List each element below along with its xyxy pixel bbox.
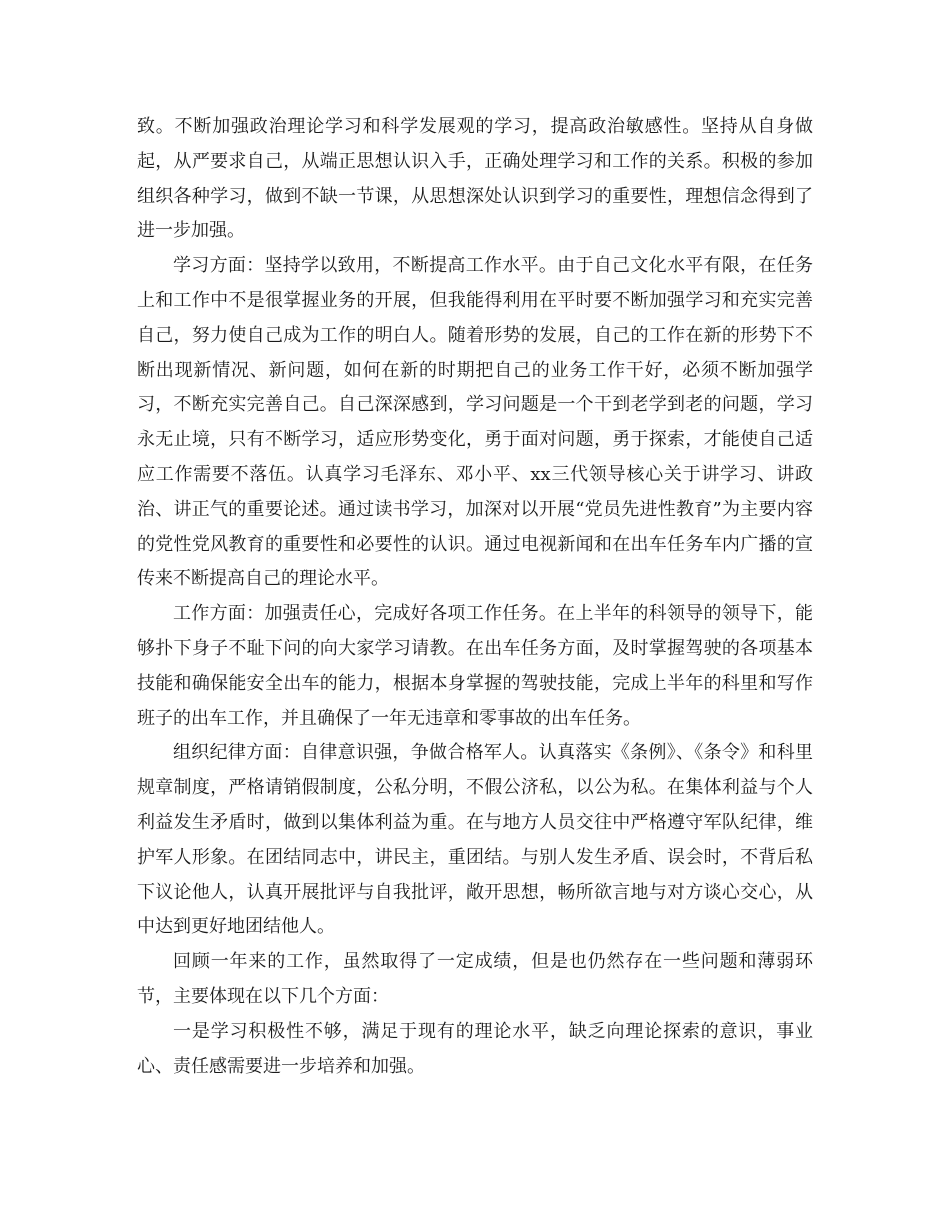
paragraph-problem-one: 一是学习积极性不够，满足于现有的理论水平，缺乏向理论探索的意识，事业心、责任感需要进一步培养和加强。 — [137, 1020, 813, 1077]
paragraph-review: 回顾一年来的工作，虽然取得了一定成绩，但是也仍然存在一些问题和薄弱环节，主要体现在以下几个方面： — [137, 951, 813, 1007]
paragraph-discipline-aspect: 组织纪律方面：自律意识强，争做合格军人。认真落实《条例》、《条令》和科里规章制度，严格请销假制度，公私分明，不假公济私，以公为私。在集体利益与个人利益发生矛盾时，做到以集体利益为重。在与地方人员交往中严格遵守军队纪律，维护军人形象。在团结同志中，讲民主，重团结。与别人发生矛盾、误会时，不背后私下议论他人，认真开展批评与自我批评，敞开思想，畅所欲言地与对方谈心交心，从中达到更好地团结他人。 — [137, 742, 813, 938]
document-body — [137, 110, 813, 1084]
paragraph-study-aspect: 学习方面：坚持学以致用，不断提高工作水平。由于自己文化水平有限，在任务上和工作中不是很掌握业务的开展，但我能得利用在平时要不断加强学习和充实完善自己，努力使自己成为工作的明白人。随着形势的发展，自己的工作在新的形势下不断出现新情况、新问题，如何在新的时期把自己的业务工作干好，必须不断加强学习，不断充实完善自己。自己深深感到，学习问题是一个干到老学到老的问题，学习永无止境，只有不断学习，适应形势变化，勇于面对问题，勇于探索，才能使自己适应工作需要不落伍。认真学习毛泽东、邓小平、xx三代领导核心关于讲学习、讲政治、讲正气的重要论述。通过读书学习，加深对以开展“党员先进性教育”为主要内容的党性党风教育的重要性和必要性的认识。通过电视新闻和在出车任务车内广播的宣传来不断提高自己的理论水平。 — [137, 255, 813, 590]
paragraph-work-aspect: 工作方面：加强责任心，完成好各项工作任务。在上半年的科领导的领导下，能够扑下身子不耻下问的向大家学习请教。在出车任务方面，及时掌握驾驶的各项基本技能和确保能安全出车的能力，根据本身掌握的驾驶技能，完成上半年的科里和写作班子的出车工作，并且确保了一年无违章和零事故的出车任务。 — [137, 603, 813, 729]
paragraph-political-study: 致。不断加强政治理论学习和科学发展观的学习，提高政治敏感性。坚持从自身做起，从严要求自己，从端正思想认识入手，正确处理学习和工作的关系。积极的参加组织各种学习，做到不缺一节课，从思想深处认识到学习的重要性，理想信念得到了进一步加强。 — [137, 116, 813, 242]
